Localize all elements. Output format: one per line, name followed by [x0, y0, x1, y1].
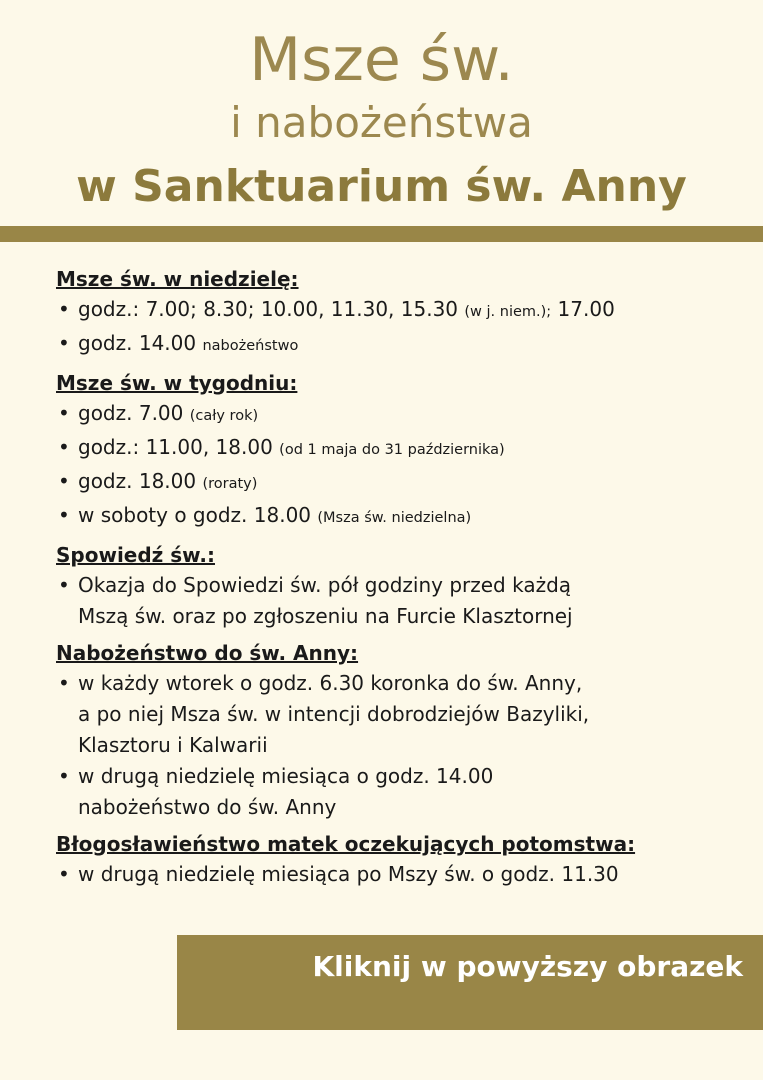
item-note: (cały rok): [189, 408, 259, 424]
section-st-anne-devotion: [56, 638, 746, 823]
list: [56, 668, 746, 823]
list-item: [56, 500, 746, 534]
list-item: [56, 328, 746, 362]
list: [56, 859, 746, 890]
section-title: Spowiedź św.:: [56, 543, 215, 567]
click-banner-label: Kliknij w powyższy obrazek: [312, 950, 743, 983]
item-main: godz.: 7.00; 8.30; 10.00, 11.30, 15.30: [78, 297, 459, 321]
item-line: Klasztoru i Kalwarii: [78, 733, 268, 757]
list-item: [56, 570, 746, 632]
item-post: koronka do św. Anny,: [370, 671, 583, 695]
list: [56, 570, 746, 632]
list-item: [56, 668, 746, 761]
item-pre: w drugą niedzielę miesiąca po Mszy św. o: [78, 862, 495, 886]
title-line-1: Msze św.: [249, 25, 514, 95]
item-main: godz. 18.00: [78, 469, 197, 493]
section-sunday-masses: [56, 264, 746, 362]
item-pre: w każdy wtorek o: [78, 671, 253, 695]
item-time: godz. 14.00: [375, 764, 494, 788]
section-title: Msze św. w niedzielę:: [56, 267, 299, 291]
title-line-2: i nabożeństwa: [230, 98, 533, 147]
section-weekday-masses: [56, 368, 746, 534]
item-line: Mszą św. oraz po zgłoszeniu na Furcie Klasztornej: [78, 604, 573, 628]
schedule-content: [56, 258, 746, 890]
list-item: [56, 294, 746, 328]
item-note: (roraty): [202, 476, 258, 492]
section-title: Msze św. w tygodniu:: [56, 371, 298, 395]
list-item: [56, 398, 746, 432]
item-tail: 17.00: [557, 297, 615, 321]
list: [56, 398, 746, 534]
section-mothers-blessing: [56, 829, 746, 890]
header-divider: [0, 226, 763, 242]
section-title: Błogosławieństwo matek oczekujących potomstwa:: [56, 832, 636, 856]
item-time: godz. 6.30: [258, 671, 365, 695]
list-item: [56, 466, 746, 500]
item-main: w soboty o godz. 18.00: [78, 503, 312, 527]
list: [56, 294, 746, 362]
item-line: Okazja do Spowiedzi św. pół godziny przed każdą: [78, 573, 572, 597]
click-banner[interactable]: [177, 935, 763, 1030]
list-item: [56, 859, 746, 890]
item-note: nabożeństwo: [202, 338, 299, 354]
title-line-3: w Sanktuarium św. Anny: [76, 161, 687, 212]
item-note: (w j. niem.);: [464, 304, 552, 320]
list-item: [56, 761, 746, 823]
item-note: (Msza św. niedzielna): [317, 510, 472, 526]
item-note: (od 1 maja do 31 października): [279, 442, 505, 458]
list-item: [56, 432, 746, 466]
item-line: nabożeństwo do św. Anny: [78, 795, 337, 819]
item-main: godz. 14.00: [78, 331, 197, 355]
item-main: godz.: 11.00, 18.00: [78, 435, 273, 459]
item-pre: w drugą niedzielę miesiąca o: [78, 764, 369, 788]
item-line: a po niej Msza św. w intencji dobrodziejów Bazyliki,: [78, 702, 590, 726]
section-title: Nabożeństwo do św. Anny:: [56, 641, 359, 665]
item-time: godz. 11.30: [500, 862, 619, 886]
section-confession: [56, 540, 746, 632]
item-main: godz. 7.00: [78, 401, 184, 425]
